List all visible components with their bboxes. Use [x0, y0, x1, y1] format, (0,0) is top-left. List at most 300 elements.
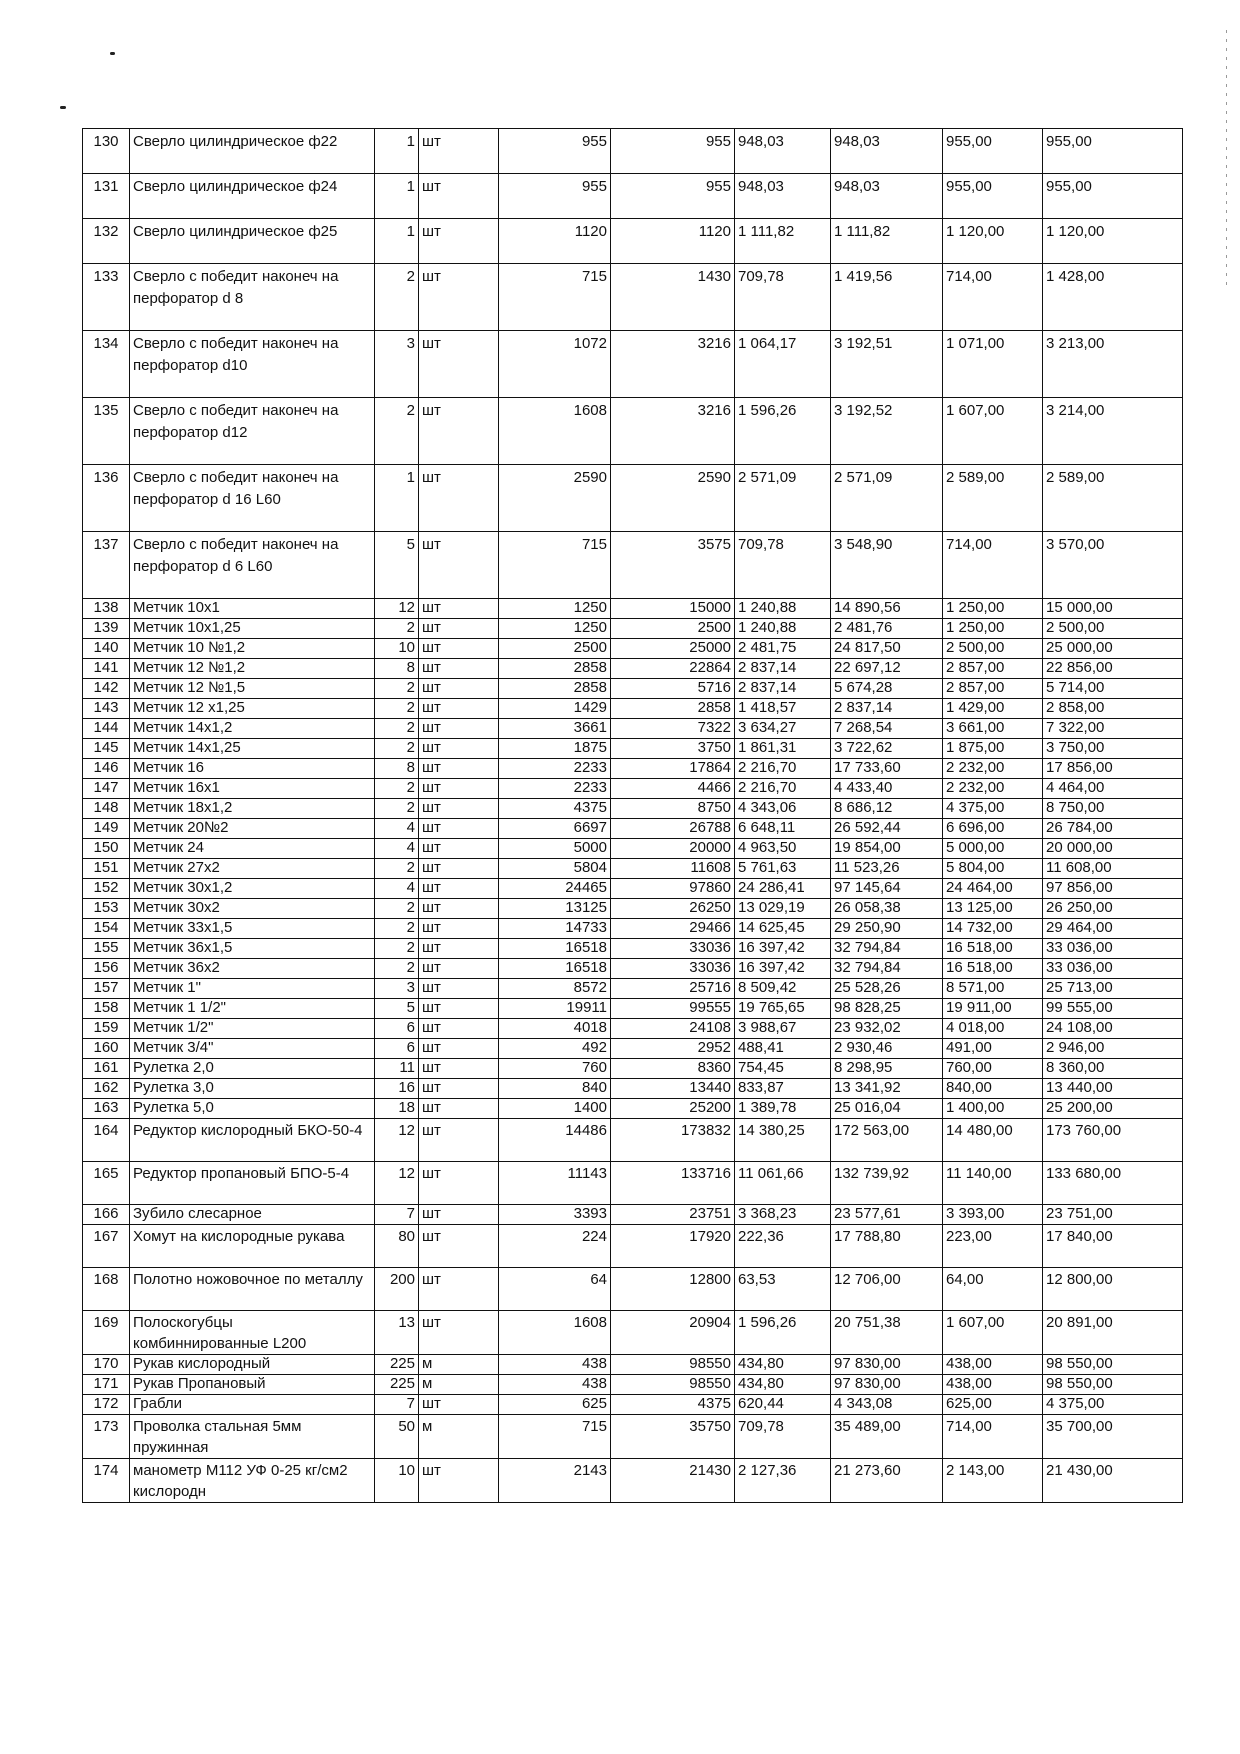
row-number-cell: 164 [83, 1119, 130, 1162]
quantity-cell: 225 [375, 1375, 419, 1395]
price-final-cell: 1 875,00 [943, 739, 1043, 759]
sum-cell: 7322 [611, 719, 735, 739]
item-name-cell: Метчик 12 №1,5 [130, 679, 375, 699]
unit-cell: шт [419, 1205, 499, 1225]
price-final-cell: 5 000,00 [943, 839, 1043, 859]
quantity-cell: 2 [375, 398, 419, 465]
sum-cell: 23751 [611, 1205, 735, 1225]
price-final-cell: 3 661,00 [943, 719, 1043, 739]
sum-net-cell: 26 058,38 [831, 899, 943, 919]
quantity-cell: 2 [375, 264, 419, 331]
unit-price-cell: 224 [499, 1225, 611, 1268]
sum-final-cell: 26 784,00 [1043, 819, 1183, 839]
quantity-cell: 10 [375, 639, 419, 659]
sum-final-cell: 2 589,00 [1043, 465, 1183, 532]
table-row [83, 599, 1183, 619]
sum-final-cell: 17 840,00 [1043, 1225, 1183, 1268]
sum-net-cell: 2 930,46 [831, 1039, 943, 1059]
table-row [83, 1225, 1183, 1268]
table-row [83, 1311, 1183, 1355]
price-net-cell: 1 389,78 [735, 1099, 831, 1119]
unit-cell: шт [419, 719, 499, 739]
table-row [83, 1119, 1183, 1162]
unit-cell: м [419, 1415, 499, 1459]
unit-cell: шт [419, 779, 499, 799]
table-row [83, 699, 1183, 719]
unit-price-cell: 1608 [499, 398, 611, 465]
sum-final-cell: 26 250,00 [1043, 899, 1183, 919]
price-final-cell: 955,00 [943, 174, 1043, 219]
price-final-cell: 955,00 [943, 129, 1043, 174]
price-net-cell: 16 397,42 [735, 959, 831, 979]
quantity-cell: 2 [375, 939, 419, 959]
sum-final-cell: 3 570,00 [1043, 532, 1183, 599]
price-final-cell: 14 732,00 [943, 919, 1043, 939]
sum-final-cell: 17 856,00 [1043, 759, 1183, 779]
sum-final-cell: 99 555,00 [1043, 999, 1183, 1019]
unit-cell: шт [419, 919, 499, 939]
price-net-cell: 6 648,11 [735, 819, 831, 839]
unit-cell: шт [419, 1268, 499, 1311]
quantity-cell: 8 [375, 659, 419, 679]
item-name-cell: Метчик 36х1,5 [130, 939, 375, 959]
sum-net-cell: 2 837,14 [831, 699, 943, 719]
price-final-cell: 16 518,00 [943, 939, 1043, 959]
table-row [83, 839, 1183, 859]
sum-final-cell: 25 200,00 [1043, 1099, 1183, 1119]
table-row [83, 719, 1183, 739]
unit-cell: шт [419, 799, 499, 819]
row-number-cell: 146 [83, 759, 130, 779]
unit-price-cell: 492 [499, 1039, 611, 1059]
sum-net-cell: 2 571,09 [831, 465, 943, 532]
quantity-cell: 7 [375, 1205, 419, 1225]
table-row [83, 619, 1183, 639]
price-final-cell: 11 140,00 [943, 1162, 1043, 1205]
item-name-cell: Метчик 14х1,2 [130, 719, 375, 739]
price-final-cell: 1 607,00 [943, 1311, 1043, 1355]
sum-final-cell: 1 120,00 [1043, 219, 1183, 264]
sum-final-cell: 20 000,00 [1043, 839, 1183, 859]
sum-cell: 8360 [611, 1059, 735, 1079]
table-row [83, 1205, 1183, 1225]
price-final-cell: 438,00 [943, 1355, 1043, 1375]
sum-cell: 8750 [611, 799, 735, 819]
sum-net-cell: 97 830,00 [831, 1375, 943, 1395]
price-final-cell: 2 857,00 [943, 659, 1043, 679]
scan-speck [60, 106, 66, 109]
row-number-cell: 158 [83, 999, 130, 1019]
quantity-cell: 3 [375, 331, 419, 398]
table-row [83, 1395, 1183, 1415]
unit-cell: шт [419, 1395, 499, 1415]
unit-price-cell: 1250 [499, 599, 611, 619]
price-final-cell: 4 018,00 [943, 1019, 1043, 1039]
price-table [82, 128, 1183, 1503]
unit-price-cell: 625 [499, 1395, 611, 1415]
item-name-cell: Рулетка 2,0 [130, 1059, 375, 1079]
sum-cell: 1430 [611, 264, 735, 331]
row-number-cell: 165 [83, 1162, 130, 1205]
table-row [83, 219, 1183, 264]
table-row [83, 679, 1183, 699]
row-number-cell: 139 [83, 619, 130, 639]
price-net-cell: 1 418,57 [735, 699, 831, 719]
price-net-cell: 8 509,42 [735, 979, 831, 999]
item-name-cell: Метчик 16 [130, 759, 375, 779]
sum-cell: 26788 [611, 819, 735, 839]
unit-price-cell: 3393 [499, 1205, 611, 1225]
sum-net-cell: 32 794,84 [831, 959, 943, 979]
item-name-cell: Хомут на кислородные рукава [130, 1225, 375, 1268]
sum-cell: 25200 [611, 1099, 735, 1119]
item-name-cell: Метчик 1 1/2" [130, 999, 375, 1019]
quantity-cell: 1 [375, 174, 419, 219]
unit-cell: шт [419, 939, 499, 959]
row-number-cell: 174 [83, 1459, 130, 1503]
sum-final-cell: 25 000,00 [1043, 639, 1183, 659]
quantity-cell: 12 [375, 1162, 419, 1205]
price-net-cell: 2 127,36 [735, 1459, 831, 1503]
sum-cell: 22864 [611, 659, 735, 679]
quantity-cell: 16 [375, 1079, 419, 1099]
item-name-cell: Сверло с победит наконеч на перфоратор d 8 [130, 264, 375, 331]
unit-price-cell: 1400 [499, 1099, 611, 1119]
row-number-cell: 148 [83, 799, 130, 819]
item-name-cell: Редуктор кислородный БКО-50-4 [130, 1119, 375, 1162]
sum-net-cell: 3 548,90 [831, 532, 943, 599]
sum-final-cell: 133 680,00 [1043, 1162, 1183, 1205]
quantity-cell: 2 [375, 959, 419, 979]
row-number-cell: 159 [83, 1019, 130, 1039]
sum-net-cell: 4 343,08 [831, 1395, 943, 1415]
quantity-cell: 2 [375, 619, 419, 639]
unit-cell: шт [419, 1019, 499, 1039]
unit-cell: шт [419, 1459, 499, 1503]
price-final-cell: 64,00 [943, 1268, 1043, 1311]
item-name-cell: Метчик 12 №1,2 [130, 659, 375, 679]
sum-net-cell: 3 192,52 [831, 398, 943, 465]
sum-final-cell: 13 440,00 [1043, 1079, 1183, 1099]
item-name-cell: Метчик 16х1 [130, 779, 375, 799]
quantity-cell: 8 [375, 759, 419, 779]
table-row [83, 1162, 1183, 1205]
price-final-cell: 491,00 [943, 1039, 1043, 1059]
sum-final-cell: 4 464,00 [1043, 779, 1183, 799]
table-row [83, 398, 1183, 465]
row-number-cell: 171 [83, 1375, 130, 1395]
sum-net-cell: 98 828,25 [831, 999, 943, 1019]
price-final-cell: 2 500,00 [943, 639, 1043, 659]
item-name-cell: Метчик 1" [130, 979, 375, 999]
row-number-cell: 151 [83, 859, 130, 879]
sum-cell: 3575 [611, 532, 735, 599]
price-net-cell: 3 634,27 [735, 719, 831, 739]
sum-cell: 99555 [611, 999, 735, 1019]
unit-price-cell: 24465 [499, 879, 611, 899]
table-row [83, 1459, 1183, 1503]
sum-cell: 11608 [611, 859, 735, 879]
table-row [83, 759, 1183, 779]
price-final-cell: 223,00 [943, 1225, 1043, 1268]
sum-net-cell: 29 250,90 [831, 919, 943, 939]
sum-net-cell: 172 563,00 [831, 1119, 943, 1162]
item-name-cell: Проволка стальная 5мм пружинная [130, 1415, 375, 1459]
sum-cell: 5716 [611, 679, 735, 699]
item-name-cell: манометр М112 УФ 0-25 кг/см2 кислородн [130, 1459, 375, 1503]
sum-final-cell: 955,00 [1043, 129, 1183, 174]
row-number-cell: 136 [83, 465, 130, 532]
price-net-cell: 24 286,41 [735, 879, 831, 899]
table-row [83, 1039, 1183, 1059]
sum-final-cell: 33 036,00 [1043, 939, 1183, 959]
table-row [83, 174, 1183, 219]
unit-cell: шт [419, 264, 499, 331]
item-name-cell: Метчик 18х1,2 [130, 799, 375, 819]
unit-cell: шт [419, 331, 499, 398]
unit-cell: шт [419, 859, 499, 879]
price-final-cell: 14 480,00 [943, 1119, 1043, 1162]
sum-cell: 12800 [611, 1268, 735, 1311]
sum-cell: 955 [611, 174, 735, 219]
unit-cell: шт [419, 1099, 499, 1119]
sum-net-cell: 25 528,26 [831, 979, 943, 999]
unit-cell: шт [419, 639, 499, 659]
row-number-cell: 131 [83, 174, 130, 219]
sum-net-cell: 13 341,92 [831, 1079, 943, 1099]
row-number-cell: 161 [83, 1059, 130, 1079]
table-row [83, 779, 1183, 799]
price-net-cell: 1 596,26 [735, 398, 831, 465]
sum-net-cell: 22 697,12 [831, 659, 943, 679]
table-row [83, 919, 1183, 939]
table-row [83, 939, 1183, 959]
price-net-cell: 709,78 [735, 264, 831, 331]
unit-price-cell: 760 [499, 1059, 611, 1079]
quantity-cell: 1 [375, 465, 419, 532]
quantity-cell: 6 [375, 1039, 419, 1059]
row-number-cell: 132 [83, 219, 130, 264]
quantity-cell: 2 [375, 679, 419, 699]
row-number-cell: 144 [83, 719, 130, 739]
unit-cell: шт [419, 819, 499, 839]
item-name-cell: Рукав Пропановый [130, 1375, 375, 1395]
price-final-cell: 24 464,00 [943, 879, 1043, 899]
sum-cell: 2952 [611, 1039, 735, 1059]
unit-price-cell: 6697 [499, 819, 611, 839]
quantity-cell: 2 [375, 799, 419, 819]
price-net-cell: 2 216,70 [735, 779, 831, 799]
sum-final-cell: 98 550,00 [1043, 1375, 1183, 1395]
sum-net-cell: 948,03 [831, 129, 943, 174]
sum-cell: 4375 [611, 1395, 735, 1415]
row-number-cell: 162 [83, 1079, 130, 1099]
sum-final-cell: 98 550,00 [1043, 1355, 1183, 1375]
item-name-cell: Рулетка 3,0 [130, 1079, 375, 1099]
unit-price-cell: 438 [499, 1375, 611, 1395]
item-name-cell: Метчик 24 [130, 839, 375, 859]
unit-cell: шт [419, 599, 499, 619]
table-row [83, 739, 1183, 759]
sum-net-cell: 35 489,00 [831, 1415, 943, 1459]
item-name-cell: Метчик 27х2 [130, 859, 375, 879]
row-number-cell: 157 [83, 979, 130, 999]
row-number-cell: 156 [83, 959, 130, 979]
sum-final-cell: 35 700,00 [1043, 1415, 1183, 1459]
item-name-cell: Метчик 14х1,25 [130, 739, 375, 759]
sum-cell: 35750 [611, 1415, 735, 1459]
row-number-cell: 130 [83, 129, 130, 174]
unit-cell: шт [419, 465, 499, 532]
price-final-cell: 16 518,00 [943, 959, 1043, 979]
unit-price-cell: 14486 [499, 1119, 611, 1162]
price-final-cell: 714,00 [943, 1415, 1043, 1459]
row-number-cell: 160 [83, 1039, 130, 1059]
sum-net-cell: 23 932,02 [831, 1019, 943, 1039]
price-net-cell: 620,44 [735, 1395, 831, 1415]
sum-cell: 17920 [611, 1225, 735, 1268]
quantity-cell: 2 [375, 719, 419, 739]
item-name-cell: Метчик 3/4" [130, 1039, 375, 1059]
unit-cell: м [419, 1355, 499, 1375]
price-net-cell: 2 216,70 [735, 759, 831, 779]
unit-price-cell: 715 [499, 264, 611, 331]
sum-final-cell: 3 213,00 [1043, 331, 1183, 398]
row-number-cell: 154 [83, 919, 130, 939]
sum-cell: 98550 [611, 1355, 735, 1375]
quantity-cell: 4 [375, 839, 419, 859]
quantity-cell: 80 [375, 1225, 419, 1268]
unit-cell: шт [419, 739, 499, 759]
sum-cell: 29466 [611, 919, 735, 939]
row-number-cell: 138 [83, 599, 130, 619]
item-name-cell: Сверло с победит наконеч на перфоратор d10 [130, 331, 375, 398]
sum-final-cell: 3 214,00 [1043, 398, 1183, 465]
sum-final-cell: 21 430,00 [1043, 1459, 1183, 1503]
sum-cell: 955 [611, 129, 735, 174]
row-number-cell: 140 [83, 639, 130, 659]
row-number-cell: 169 [83, 1311, 130, 1355]
item-name-cell: Грабли [130, 1395, 375, 1415]
price-net-cell: 434,80 [735, 1355, 831, 1375]
item-name-cell: Сверло с победит наконеч на перфоратор d 6 L60 [130, 532, 375, 599]
unit-cell: шт [419, 879, 499, 899]
row-number-cell: 135 [83, 398, 130, 465]
sum-net-cell: 11 523,26 [831, 859, 943, 879]
sum-final-cell: 11 608,00 [1043, 859, 1183, 879]
sum-cell: 1120 [611, 219, 735, 264]
price-final-cell: 760,00 [943, 1059, 1043, 1079]
price-final-cell: 714,00 [943, 264, 1043, 331]
unit-price-cell: 438 [499, 1355, 611, 1375]
price-final-cell: 1 400,00 [943, 1099, 1043, 1119]
table-row [83, 1099, 1183, 1119]
sum-final-cell: 20 891,00 [1043, 1311, 1183, 1355]
price-net-cell: 709,78 [735, 1415, 831, 1459]
sum-net-cell: 7 268,54 [831, 719, 943, 739]
sum-cell: 97860 [611, 879, 735, 899]
item-name-cell: Зубило слесарное [130, 1205, 375, 1225]
sum-net-cell: 19 854,00 [831, 839, 943, 859]
unit-cell: шт [419, 174, 499, 219]
sum-cell: 33036 [611, 939, 735, 959]
table-row [83, 859, 1183, 879]
price-net-cell: 754,45 [735, 1059, 831, 1079]
price-net-cell: 1 861,31 [735, 739, 831, 759]
price-net-cell: 4 343,06 [735, 799, 831, 819]
sum-cell: 24108 [611, 1019, 735, 1039]
quantity-cell: 2 [375, 899, 419, 919]
row-number-cell: 141 [83, 659, 130, 679]
sum-net-cell: 3 722,62 [831, 739, 943, 759]
table-row [83, 979, 1183, 999]
quantity-cell: 200 [375, 1268, 419, 1311]
sum-final-cell: 4 375,00 [1043, 1395, 1183, 1415]
unit-price-cell: 4018 [499, 1019, 611, 1039]
sum-net-cell: 948,03 [831, 174, 943, 219]
quantity-cell: 225 [375, 1355, 419, 1375]
unit-cell: шт [419, 1059, 499, 1079]
item-name-cell: Метчик 10х1 [130, 599, 375, 619]
price-final-cell: 1 120,00 [943, 219, 1043, 264]
unit-price-cell: 8572 [499, 979, 611, 999]
price-net-cell: 5 761,63 [735, 859, 831, 879]
unit-price-cell: 955 [499, 174, 611, 219]
sum-cell: 2590 [611, 465, 735, 532]
unit-price-cell: 2500 [499, 639, 611, 659]
unit-cell: шт [419, 659, 499, 679]
sum-net-cell: 5 674,28 [831, 679, 943, 699]
sum-cell: 133716 [611, 1162, 735, 1205]
row-number-cell: 172 [83, 1395, 130, 1415]
unit-price-cell: 5000 [499, 839, 611, 859]
unit-price-cell: 2233 [499, 759, 611, 779]
unit-cell: шт [419, 1225, 499, 1268]
unit-cell: шт [419, 219, 499, 264]
sum-net-cell: 23 577,61 [831, 1205, 943, 1225]
row-number-cell: 142 [83, 679, 130, 699]
sum-final-cell: 7 322,00 [1043, 719, 1183, 739]
quantity-cell: 2 [375, 739, 419, 759]
quantity-cell: 13 [375, 1311, 419, 1355]
sum-final-cell: 2 946,00 [1043, 1039, 1183, 1059]
quantity-cell: 4 [375, 879, 419, 899]
sum-net-cell: 97 830,00 [831, 1355, 943, 1375]
price-final-cell: 2 143,00 [943, 1459, 1043, 1503]
sum-cell: 2500 [611, 619, 735, 639]
price-final-cell: 2 589,00 [943, 465, 1043, 532]
sum-cell: 3216 [611, 331, 735, 398]
table-row [83, 1415, 1183, 1459]
price-final-cell: 13 125,00 [943, 899, 1043, 919]
unit-price-cell: 1429 [499, 699, 611, 719]
sum-final-cell: 33 036,00 [1043, 959, 1183, 979]
price-net-cell: 833,87 [735, 1079, 831, 1099]
unit-price-cell: 4375 [499, 799, 611, 819]
row-number-cell: 147 [83, 779, 130, 799]
price-final-cell: 1 429,00 [943, 699, 1043, 719]
item-name-cell: Сверло цилиндрическое ф22 [130, 129, 375, 174]
row-number-cell: 133 [83, 264, 130, 331]
sum-cell: 33036 [611, 959, 735, 979]
sum-final-cell: 5 714,00 [1043, 679, 1183, 699]
price-net-cell: 488,41 [735, 1039, 831, 1059]
price-net-cell: 1 240,88 [735, 599, 831, 619]
sum-net-cell: 8 686,12 [831, 799, 943, 819]
item-name-cell: Сверло с победит наконеч на перфоратор d12 [130, 398, 375, 465]
sum-final-cell: 3 750,00 [1043, 739, 1183, 759]
sum-net-cell: 132 739,92 [831, 1162, 943, 1205]
